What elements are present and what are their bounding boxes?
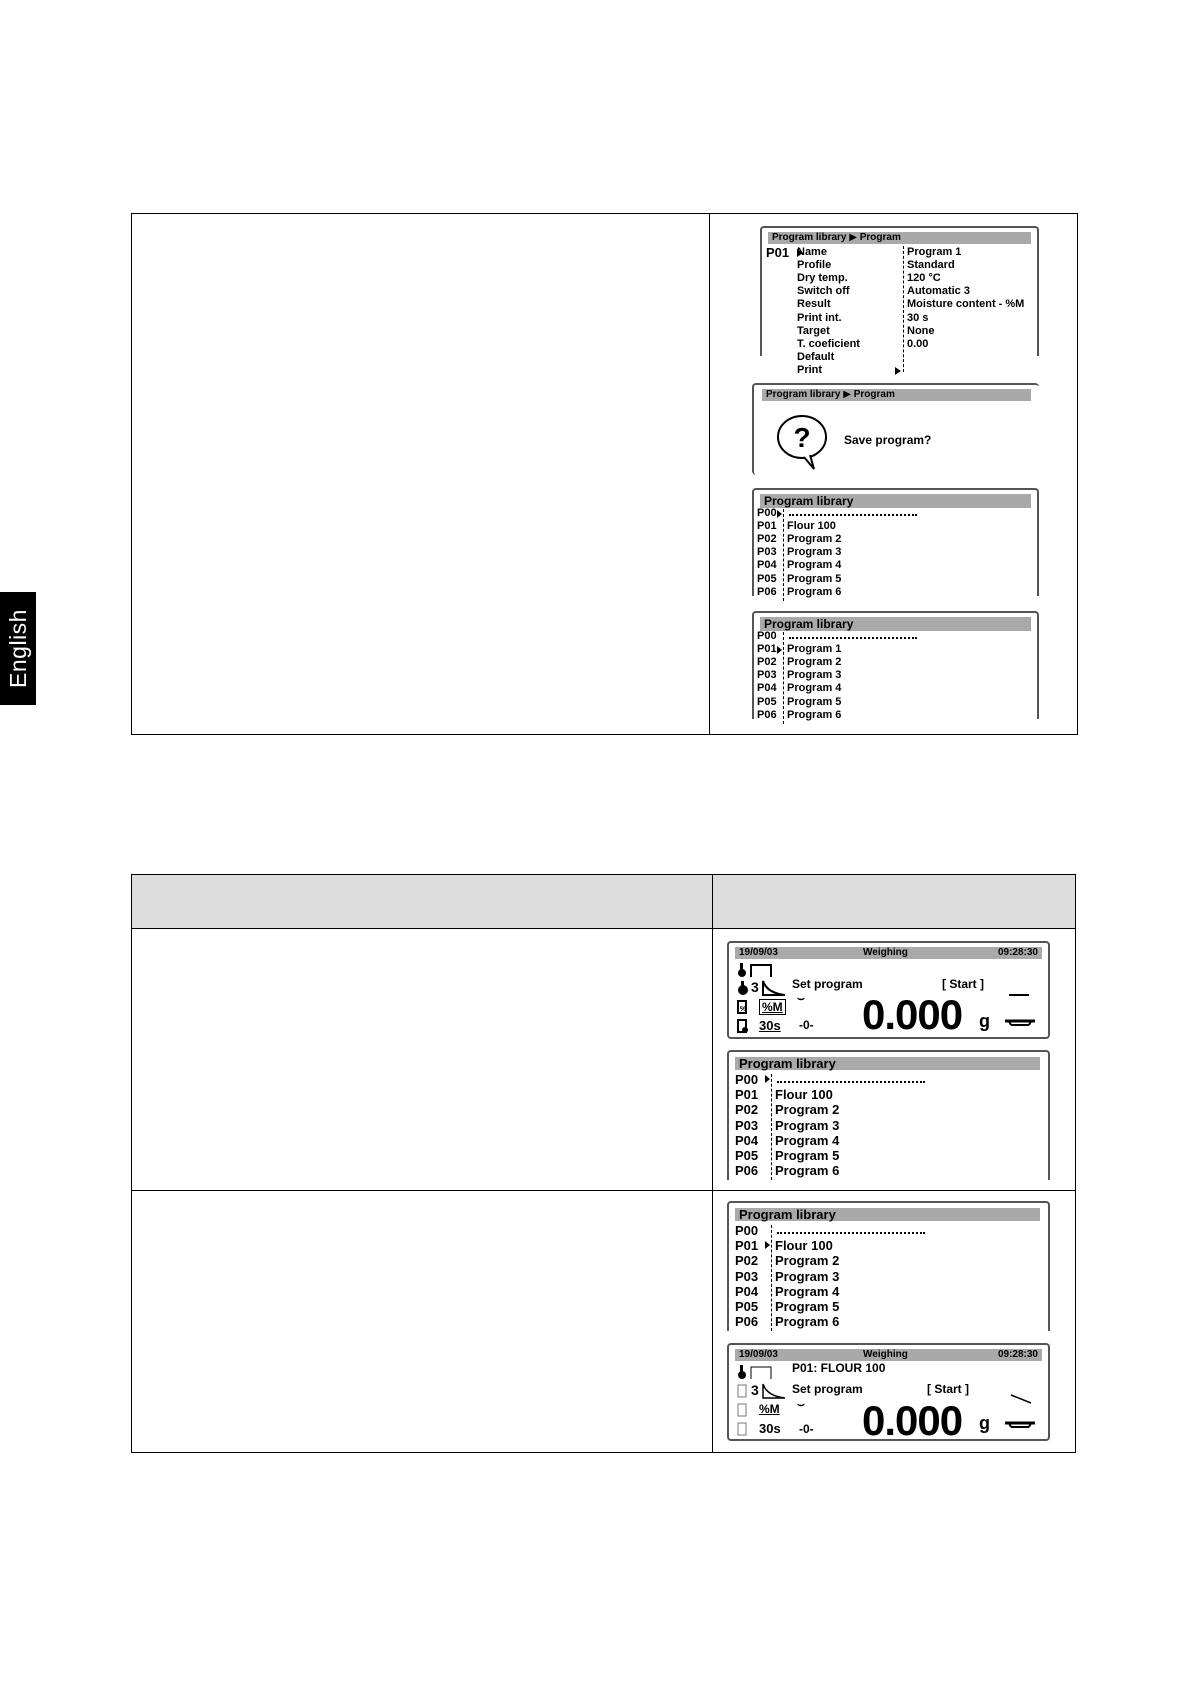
program-code: P01	[735, 1087, 759, 1103]
status-bar	[735, 1349, 1042, 1361]
program-code: P02	[735, 1102, 759, 1118]
procedure-table-1	[131, 213, 1078, 735]
weighing-screen-1	[727, 941, 1050, 1039]
selection-arrow-icon	[765, 1075, 770, 1083]
program-library-screen-3	[727, 1050, 1050, 1180]
time-text: 09:28:30	[997, 947, 1038, 958]
save-program-screen	[752, 383, 1039, 475]
program-code: P04	[757, 559, 777, 572]
setting-value: 0.00	[907, 337, 929, 350]
screen-header: Program library ▶ Program	[768, 232, 1031, 244]
program-name: Program 2	[787, 533, 842, 546]
zero-indicator: -0-	[799, 1018, 814, 1032]
result-icon	[737, 999, 749, 1015]
program-code: P06	[735, 1163, 759, 1179]
program-code: P00	[757, 630, 777, 642]
start-button-label: [ Start ]	[942, 977, 984, 991]
question-bubble-icon	[774, 413, 832, 473]
program-name: Flour 100	[787, 520, 836, 533]
setting-value: Automatic 3	[907, 285, 970, 298]
program-name: Program 5	[787, 695, 842, 708]
weighing-screen-2	[727, 1343, 1050, 1444]
setting-value: Moisture content - %M	[907, 298, 1025, 311]
program-name: Program 4	[775, 1132, 840, 1148]
program-name: Program 3	[775, 1268, 840, 1284]
result-unit: %M	[759, 999, 786, 1015]
program-name: Program 2	[787, 656, 842, 669]
setting-value: 30 s	[907, 311, 929, 324]
program-settings-screen	[760, 226, 1039, 376]
setting-label: Dry temp.	[797, 272, 848, 285]
program-code: P04	[735, 1132, 759, 1148]
program-name: Program 2	[775, 1253, 840, 1269]
date-text: 19/09/03	[739, 1349, 778, 1360]
program-code: P02	[757, 533, 777, 546]
selection-arrow-icon	[777, 646, 782, 654]
print-interval-icon	[737, 1421, 749, 1437]
procedure-table-2	[131, 874, 1076, 1453]
temperature-profile-icon	[737, 961, 777, 979]
program-name: Program 3	[775, 1117, 840, 1133]
empty-slot-dots	[777, 1081, 925, 1083]
temperature-profile-icon	[737, 1363, 777, 1381]
set-program-label: Set program	[792, 977, 863, 991]
program-code: P06	[757, 585, 777, 598]
mode-text: Weighing	[863, 947, 908, 958]
print-interval-value: 30s	[759, 1018, 781, 1033]
table-header-row	[132, 875, 1075, 929]
setting-value: Standard	[907, 259, 955, 272]
drying-curve-icon	[761, 979, 787, 997]
column-separator	[903, 246, 904, 372]
setting-label: Print int.	[797, 311, 842, 324]
mode-text: Weighing	[863, 1349, 908, 1360]
active-program-line: P01: FLOUR 100	[792, 1361, 886, 1375]
save-message: Save program?	[844, 433, 932, 447]
result-icon	[737, 1402, 749, 1418]
selection-arrow-icon	[777, 510, 782, 518]
column-divider	[712, 875, 713, 1452]
program-code: P02	[757, 656, 777, 669]
setting-value: 120 °C	[907, 272, 941, 285]
zero-indicator: -0-	[799, 1422, 814, 1436]
setting-label: Result	[797, 298, 831, 311]
program-code: P04	[735, 1283, 759, 1299]
pan-level-icon	[1003, 1393, 1037, 1431]
language-label: English	[4, 609, 31, 688]
program-name: Flour 100	[775, 1238, 833, 1254]
column-separator	[771, 1225, 772, 1331]
program-code: P03	[735, 1117, 759, 1133]
program-library-screen-2	[752, 611, 1039, 719]
program-name: Program 4	[787, 559, 842, 572]
program-code: P02	[735, 1253, 759, 1269]
selection-arrow-icon	[765, 1241, 770, 1249]
program-name: Program 1	[787, 643, 842, 656]
screen-header: Program library	[735, 1057, 1040, 1070]
language-tab	[0, 592, 36, 705]
stability-mark: ⌣	[797, 1397, 805, 1411]
pan-level-icon	[1003, 991, 1037, 1029]
program-code: P05	[735, 1299, 759, 1314]
empty-slot-dots	[777, 1232, 925, 1234]
program-name: Program 6	[775, 1163, 840, 1179]
switch-off-value: 3	[751, 1382, 759, 1398]
weight-unit: g	[979, 1011, 990, 1031]
screen-header: Program library	[760, 617, 1031, 631]
drying-curve-icon	[761, 1382, 787, 1400]
print-arrow-icon	[895, 367, 901, 375]
program-library-screen-1	[752, 488, 1039, 596]
program-code: P00	[735, 1072, 759, 1087]
setting-value: Program 1	[907, 246, 962, 258]
empty-slot-dots	[789, 514, 917, 516]
program-code: P05	[757, 572, 777, 585]
weight-display: 0.000	[862, 991, 963, 1038]
program-name: Program 6	[787, 708, 842, 721]
program-code: P03	[757, 669, 777, 682]
program-name: Program 5	[775, 1148, 840, 1163]
print-interval-value: 30s	[759, 1421, 781, 1436]
setting-label: Default	[797, 350, 835, 363]
program-name: Program 6	[775, 1314, 840, 1330]
program-library-screen-4	[727, 1201, 1050, 1331]
program-name: Program 5	[775, 1299, 840, 1314]
program-code: P06	[757, 708, 777, 721]
start-button-label: [ Start ]	[927, 1382, 969, 1396]
program-name: Program 4	[775, 1283, 840, 1299]
setting-label: T. coeficient	[797, 337, 860, 350]
setting-value: None	[907, 324, 935, 337]
program-code: P04	[757, 682, 777, 695]
program-name: Program 3	[787, 669, 842, 682]
program-name: Program 5	[787, 572, 842, 585]
time-text: 09:28:30	[997, 1349, 1038, 1360]
weight-display: 0.000	[862, 1397, 963, 1444]
column-separator	[771, 1074, 772, 1180]
setting-label: Print	[797, 363, 823, 376]
column-separator	[783, 632, 784, 724]
setting-label: Target	[797, 324, 830, 337]
program-name: Flour 100	[775, 1087, 833, 1103]
program-code: P05	[757, 695, 777, 708]
stability-mark: ⌣	[797, 991, 805, 1005]
program-name: Program 4	[787, 682, 842, 695]
svg-text:?: ?	[793, 422, 811, 453]
program-name: Program 6	[787, 585, 842, 598]
print-interval-icon	[737, 1018, 749, 1034]
column-separator	[783, 509, 784, 601]
screen-header: Program library	[760, 494, 1031, 508]
program-name: Program 2	[775, 1102, 840, 1118]
status-bar	[735, 947, 1042, 959]
program-code: P01	[757, 520, 777, 533]
setting-label: Profile	[797, 259, 832, 272]
date-text: 19/09/03	[739, 947, 778, 958]
program-code: P00	[735, 1223, 759, 1238]
row-divider	[132, 1190, 1075, 1191]
program-code: P03	[735, 1268, 759, 1284]
column-divider	[709, 214, 710, 734]
program-code: P01	[757, 643, 777, 656]
screen-header: Program library	[735, 1208, 1040, 1221]
program-code: P05	[735, 1148, 759, 1163]
set-program-label: Set program	[792, 1382, 863, 1396]
setting-label: Switch off	[797, 285, 850, 298]
program-name: Program 3	[787, 546, 842, 559]
svg-text:%: %	[739, 1006, 747, 1013]
program-code: P03	[757, 546, 777, 559]
switch-off-value: 3	[751, 979, 759, 995]
setting-label: Name	[797, 246, 827, 258]
screen-header: Program library ▶ Program	[762, 389, 1031, 401]
program-code: P00	[757, 507, 777, 519]
weight-unit: g	[979, 1413, 990, 1433]
switch-off-icon	[737, 1383, 749, 1399]
empty-slot-dots	[789, 637, 917, 639]
program-code: P06	[735, 1314, 759, 1330]
program-code: P01	[766, 245, 790, 260]
program-code: P01	[735, 1238, 759, 1254]
result-unit: %M	[759, 1402, 780, 1416]
switch-off-icon	[737, 980, 749, 996]
